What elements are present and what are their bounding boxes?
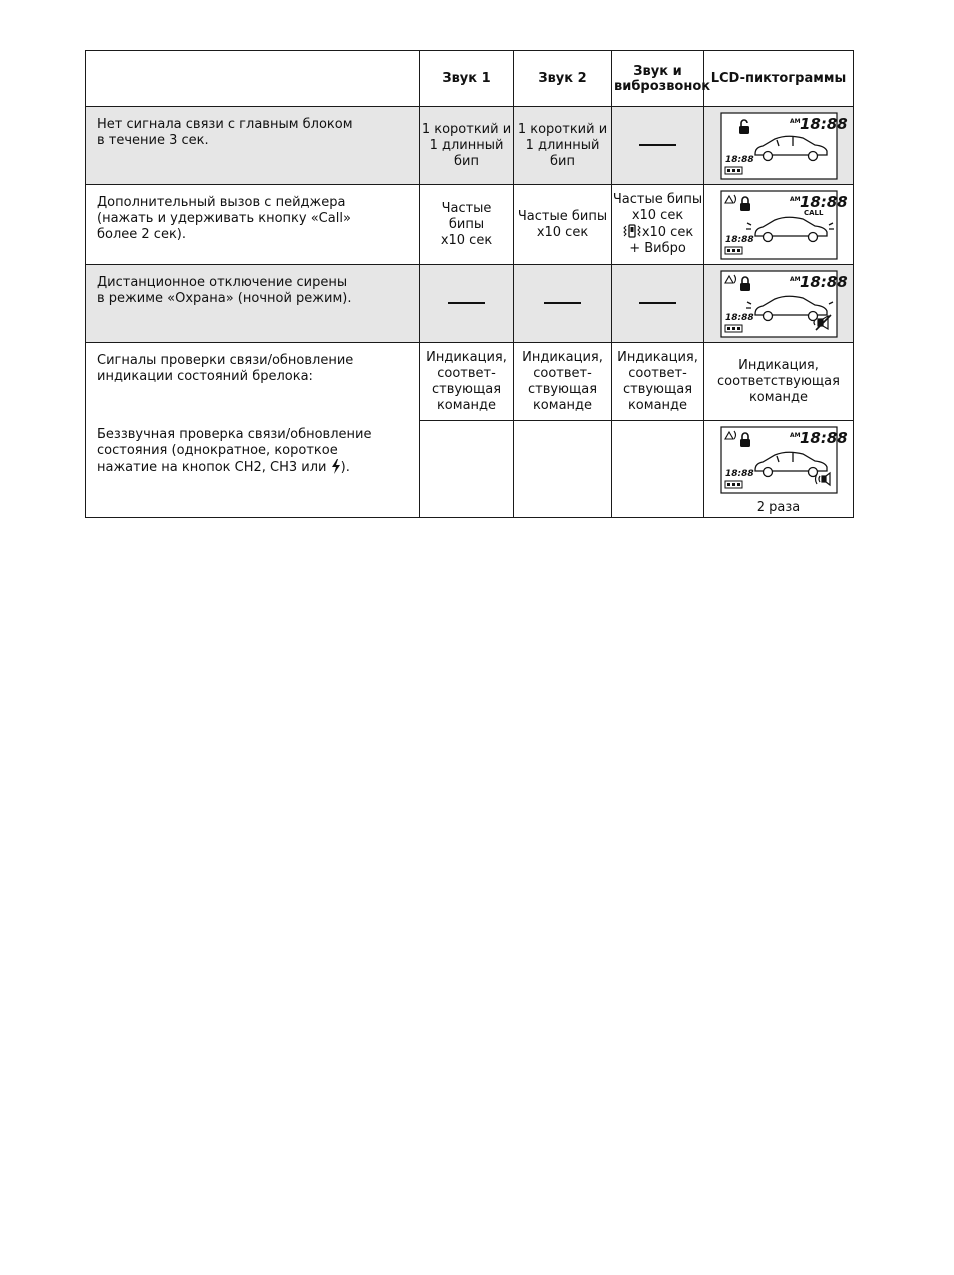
lcd-small-clock: 18:88 <box>724 154 754 165</box>
header-sound2: Звук 2 <box>514 51 612 107</box>
header-row <box>86 51 854 107</box>
cell-line: 1 длинный <box>525 137 600 153</box>
lcd-cell <box>704 421 854 518</box>
cell-line: 1 длинный <box>429 137 504 153</box>
table-row <box>86 343 854 421</box>
sound1-cell <box>420 107 514 185</box>
vibro-cell <box>612 421 704 518</box>
cell-line: ствующая <box>527 381 598 397</box>
cell-line: Индикация, <box>617 349 698 365</box>
vibro-cell <box>612 265 704 343</box>
table-row <box>86 265 854 343</box>
dash <box>639 144 676 146</box>
cell-line: бипы <box>448 216 485 232</box>
vibro-line <box>612 224 703 241</box>
desc-text: ). <box>340 460 350 475</box>
cell-line: команде <box>436 397 497 413</box>
cell-line: бип <box>550 153 575 169</box>
dash <box>639 302 676 304</box>
desc-line: (нажать и удерживать кнопку «Call» <box>97 211 351 226</box>
sound2-cell <box>514 343 612 421</box>
cell-line: 1 короткий и <box>421 121 512 137</box>
table-row <box>86 185 854 265</box>
lcd-cell <box>704 185 854 265</box>
header-vibro-label: Звук и виброзвонок <box>614 63 711 94</box>
desc-line: Дистанционное отключение сирены <box>97 275 348 290</box>
sound1-cell <box>420 185 514 265</box>
lcd-am: AM <box>789 275 801 283</box>
cell-line: бип <box>454 153 479 169</box>
header-empty <box>86 51 420 107</box>
desc-line: Нет сигнала связи с главным блоком <box>97 117 353 132</box>
cell-line: Частые бипы <box>612 192 703 207</box>
row-description <box>86 107 420 185</box>
vibro-cell <box>612 343 704 421</box>
desc-line: индикации состояний брелока: <box>97 369 313 384</box>
lcd-clock: 18:88 <box>799 429 848 447</box>
desc-line: в режиме «Охрана» (ночной режим). <box>97 291 352 306</box>
lcd-display <box>720 426 848 494</box>
vibro-cell <box>612 185 704 265</box>
cell-line: Индикация, <box>426 349 507 365</box>
lcd-cell <box>704 265 854 343</box>
cell-text: x10 сек <box>641 225 694 240</box>
lcd-clock: 18:88 <box>799 192 848 211</box>
lcd-am: AM <box>789 195 801 203</box>
lcd-display <box>720 112 848 180</box>
lcd-small-clock: 18:88 <box>724 312 754 323</box>
vibro-cell <box>612 107 704 185</box>
lcd-text-cell <box>704 343 854 421</box>
desc-line: Беззвучная проверка связи/обновление <box>97 427 372 442</box>
desc-line: в течение 3 сек. <box>97 133 209 148</box>
cell-line: команде <box>748 389 809 405</box>
lcd-small-clock: 18:88 <box>724 469 754 479</box>
cell-line: + Вибро <box>629 241 686 256</box>
lcd-clock: 18:88 <box>799 272 848 291</box>
sound2-cell <box>514 265 612 343</box>
desc-line: состояния (однократное, короткое <box>97 443 338 458</box>
sound1-cell <box>420 265 514 343</box>
cell-line: соответ- <box>628 365 687 381</box>
lcd-display <box>720 190 848 260</box>
lightning-icon <box>331 459 341 474</box>
desc-line: Сигналы проверки связи/обновление <box>97 353 354 368</box>
desc-line-with-icon <box>97 459 409 476</box>
cell-line: Частые <box>441 200 492 216</box>
row-description <box>86 265 420 343</box>
cell-line: команде <box>627 397 688 413</box>
dash <box>448 302 485 304</box>
lcd-display <box>720 270 848 338</box>
cell-line: Индикация, <box>522 349 603 365</box>
cell-line: соответствующая <box>717 373 840 389</box>
desc-line: Дополнительный вызов с пейджера <box>97 195 346 210</box>
cell-line: соответ- <box>533 365 592 381</box>
row-description <box>86 185 420 265</box>
sound1-cell <box>420 343 514 421</box>
sound2-cell <box>514 421 612 518</box>
table-row <box>86 107 854 185</box>
sound2-cell <box>514 107 612 185</box>
signals-table <box>85 50 854 518</box>
row-description <box>86 343 420 518</box>
sound1-cell <box>420 421 514 518</box>
cell-line: 1 короткий и <box>517 121 608 137</box>
cell-line: x10 сек <box>631 208 684 223</box>
cell-line: Частые бипы <box>517 208 608 224</box>
cell-line: x10 сек <box>536 224 589 240</box>
cell-line: ствующая <box>622 381 693 397</box>
lcd-clock: 18:88 <box>799 114 848 133</box>
dash <box>544 302 581 304</box>
lcd-call: CALL <box>803 208 823 217</box>
lcd-am: AM <box>789 432 801 439</box>
cell-line: x10 сек <box>440 232 493 248</box>
lcd-cell <box>704 107 854 185</box>
cell-line: команде <box>532 397 593 413</box>
cell-line: соответ- <box>437 365 496 381</box>
header-sound1: Звук 1 <box>420 51 514 107</box>
desc-line: более 2 сек). <box>97 227 187 242</box>
sound2-cell <box>514 185 612 265</box>
header-vibro <box>612 51 711 107</box>
desc-text: нажатие на кнопок CH2, CH3 или <box>97 460 327 475</box>
lcd-am: AM <box>789 117 801 125</box>
cell-line: ствующая <box>431 381 502 397</box>
lcd-caption: 2 раза <box>756 500 801 515</box>
lcd-small-clock: 18:88 <box>724 234 754 245</box>
cell-line: Индикация, <box>738 357 819 373</box>
vibration-icon <box>622 224 642 238</box>
header-lcd: LCD-пиктограммы <box>704 51 854 107</box>
